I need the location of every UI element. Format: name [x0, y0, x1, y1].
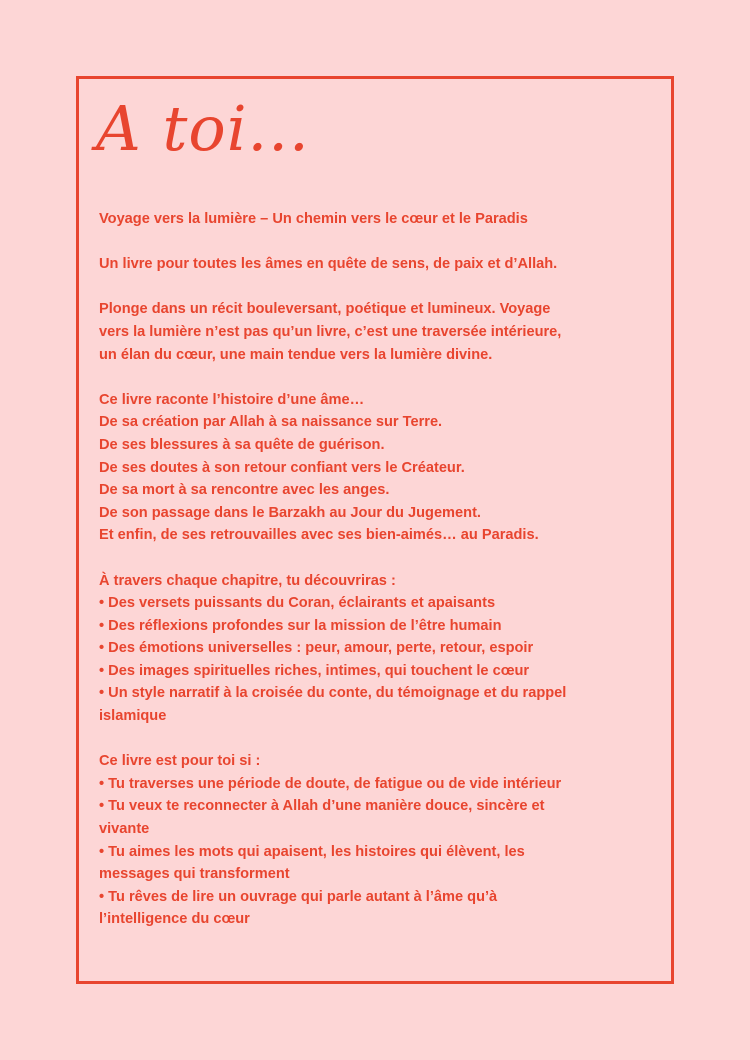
- text-line: vivante: [99, 821, 150, 838]
- text-line: De sa mort à sa rencontre avec les anges.: [99, 482, 390, 499]
- text-line: • Tu rêves de lire un ouvrage qui parle autant à l’âme qu’à: [99, 888, 498, 905]
- text-line: messages qui transforment: [99, 866, 290, 883]
- description-paragraph: [99, 253, 619, 276]
- text-line: Ce livre est pour toi si :: [99, 753, 261, 770]
- text-line: De sa création par Allah à sa naissance sur Terre.: [99, 414, 443, 431]
- text-line: • Des images spirituelles riches, intimes, qui touchent le cœur: [99, 662, 530, 679]
- page-title: A toi...: [96, 92, 310, 165]
- text-line: Voyage vers la lumière – Un chemin vers le cœur et le Paradis: [99, 211, 528, 227]
- text-line: islamique: [99, 708, 167, 725]
- text-line: De ses blessures à sa quête de guérison.: [99, 436, 385, 453]
- text-line: De son passage dans le Barzakh au Jour du Jugement.: [99, 504, 481, 521]
- text-line: • Des réflexions profondes sur la mission de l’être humain: [99, 617, 502, 634]
- description-paragraph: [99, 570, 619, 728]
- text-line: Et enfin, de ses retrouvailles avec ses bien-aimés… au Paradis.: [99, 527, 539, 544]
- text-line: • Des versets puissants du Coran, éclairants et apaisants: [99, 595, 496, 612]
- description-paragraph: [99, 389, 619, 547]
- text-line: • Un style narratif à la croisée du conte, du témoignage et du rappel: [99, 685, 567, 702]
- text-line: un élan du cœur, une main tendue vers la lumière divine.: [99, 346, 493, 363]
- text-line: • Tu aimes les mots qui apaisent, les histoires qui élèvent, les: [99, 843, 525, 860]
- text-line: À travers chaque chapitre, tu découvriras :: [99, 572, 396, 589]
- text-line: • Des émotions universelles : peur, amour, perte, retour, espoir: [99, 640, 534, 657]
- text-line: l’intelligence du cœur: [99, 911, 250, 928]
- text-line: Plonge dans un récit bouleversant, poétique et lumineux. Voyage: [99, 301, 551, 318]
- text-line: Ce livre raconte l’histoire d’une âme…: [99, 391, 365, 408]
- description-paragraph: [99, 298, 619, 366]
- text-line: Un livre pour toutes les âmes en quête de sens, de paix et d’Allah.: [99, 256, 558, 273]
- description-paragraph: [99, 750, 619, 931]
- book-description: [99, 208, 619, 931]
- text-line: • Tu veux te reconnecter à Allah d’une manière douce, sincère et: [99, 798, 545, 815]
- description-paragraph: [99, 208, 619, 231]
- text-line: • Tu traverses une période de doute, de fatigue ou de vide intérieur: [99, 775, 562, 792]
- text-line: vers la lumière n’est pas qu’un livre, c’est une traversée intérieure,: [99, 323, 562, 340]
- text-line: De ses doutes à son retour confiant vers le Créateur.: [99, 459, 465, 476]
